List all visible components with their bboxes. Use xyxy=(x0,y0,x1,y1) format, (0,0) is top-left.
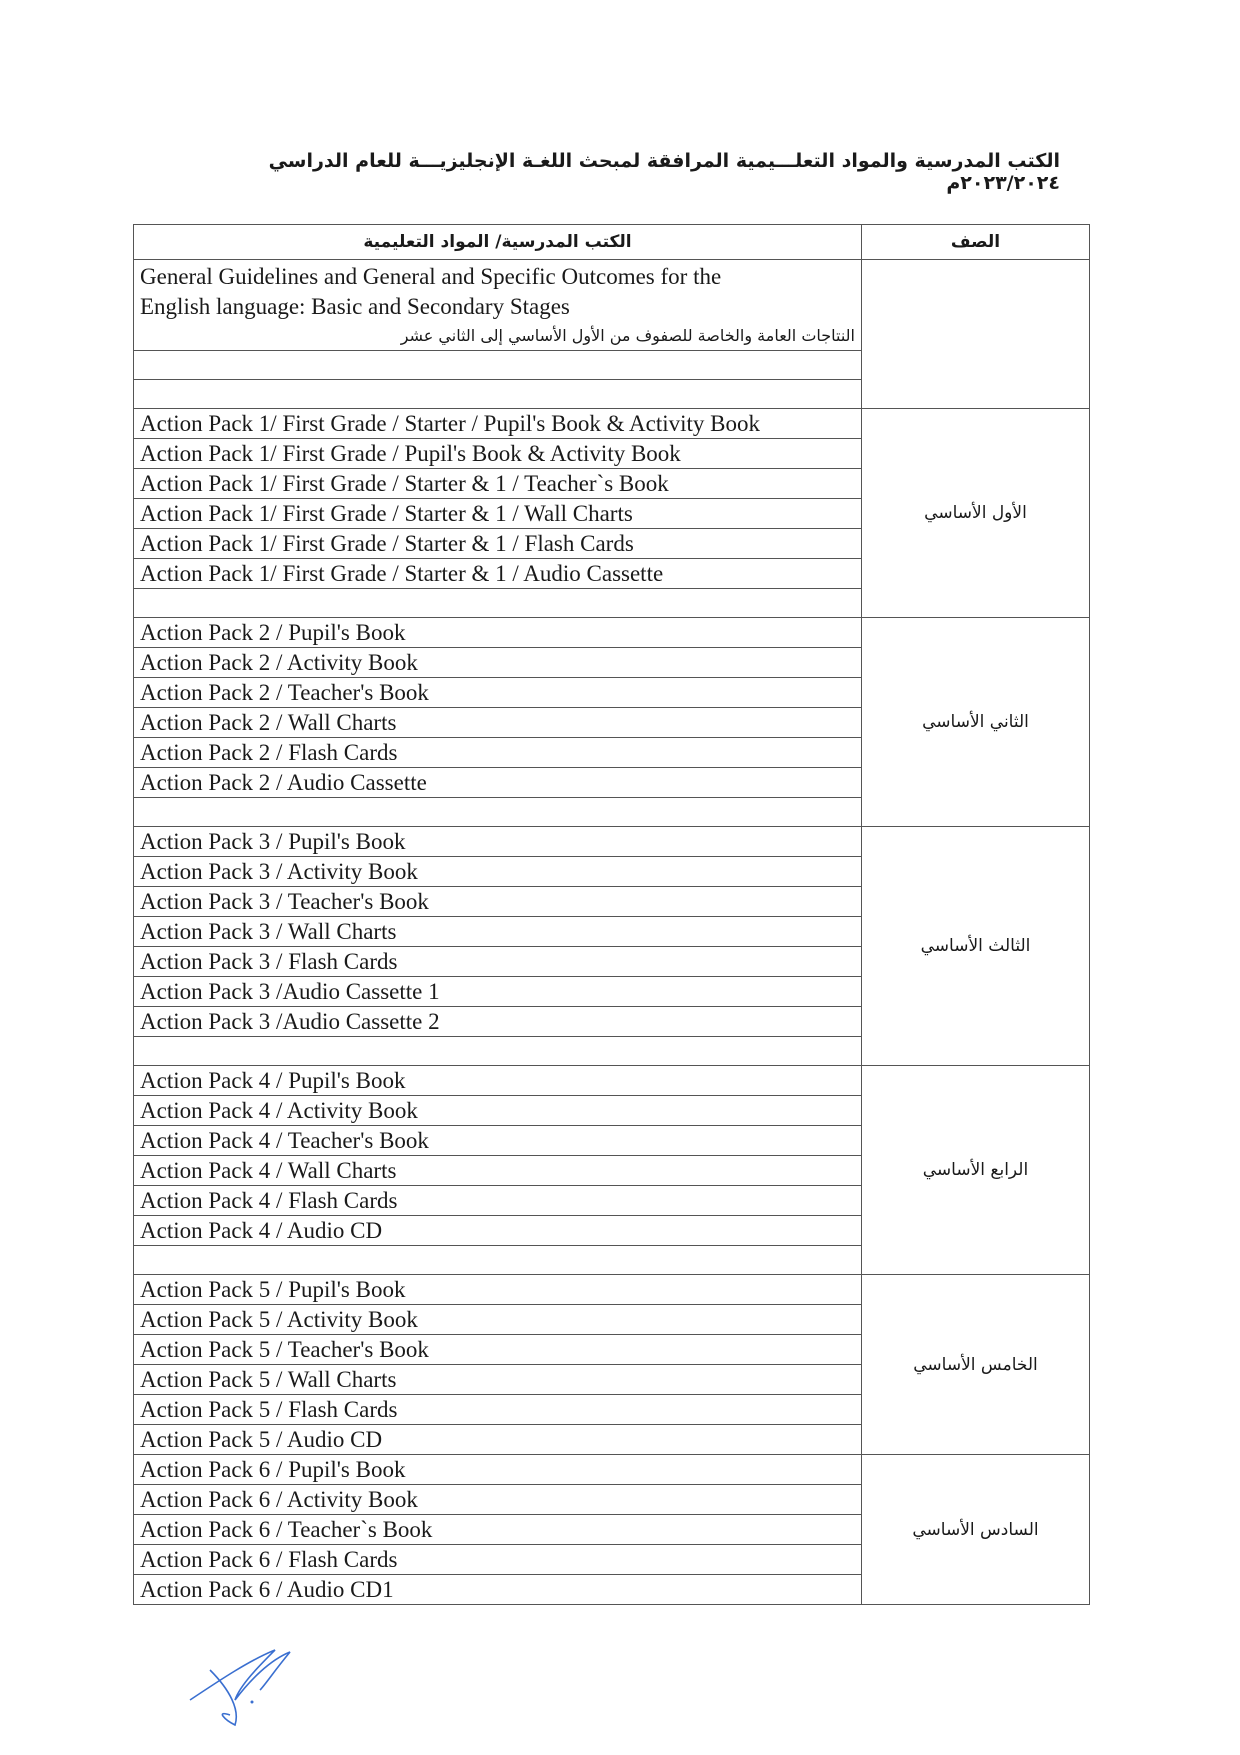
general-line-2: English language: Basic and Secondary Stages xyxy=(140,294,570,319)
empty-cell xyxy=(134,1037,862,1066)
material-item: Action Pack 1/ First Grade / Starter & 1 / Audio Cassette xyxy=(134,559,862,589)
material-item: Action Pack 3 /Audio Cassette 2 xyxy=(134,1007,862,1037)
material-item: Action Pack 4 / Pupil's Book xyxy=(134,1066,862,1096)
material-item: Action Pack 3 / Activity Book xyxy=(134,857,862,887)
general-row xyxy=(134,260,1090,351)
grade-header: الصف xyxy=(862,225,1090,260)
table-row xyxy=(134,827,1090,857)
material-item: Action Pack 5 / Activity Book xyxy=(134,1305,862,1335)
material-item: Action Pack 4 / Flash Cards xyxy=(134,1186,862,1216)
grade-cell: الثالث الأساسي xyxy=(862,827,1090,1066)
document-title: الكتب المدرسية والمواد التعلـــيمية المرافقة لمبحث اللغـة الإنجليزيـــة للعام الدراسي ٢٠٢٣/٢٠٢٤م xyxy=(268,150,1060,194)
material-item: Action Pack 5 / Flash Cards xyxy=(134,1395,862,1425)
material-item: Action Pack 2 / Flash Cards xyxy=(134,738,862,768)
material-item: Action Pack 3 / Wall Charts xyxy=(134,917,862,947)
grade-cell: الأول الأساسي xyxy=(862,409,1090,618)
header-row xyxy=(134,225,1090,260)
table-row xyxy=(134,1455,1090,1485)
empty-cell xyxy=(134,1246,862,1275)
table-body xyxy=(134,260,1090,1605)
general-guidelines-cell xyxy=(134,260,862,351)
material-item: Action Pack 6 / Activity Book xyxy=(134,1485,862,1515)
material-item: Action Pack 5 / Teacher's Book xyxy=(134,1335,862,1365)
materials-header: الكتب المدرسية/ المواد التعليمية xyxy=(134,225,862,260)
material-item: Action Pack 1/ First Grade / Starter & 1 / Flash Cards xyxy=(134,529,862,559)
material-item: Action Pack 4 / Activity Book xyxy=(134,1096,862,1126)
material-item: Action Pack 3 / Pupil's Book xyxy=(134,827,862,857)
material-item: Action Pack 3 /Audio Cassette 1 xyxy=(134,977,862,1007)
material-item: Action Pack 4 / Wall Charts xyxy=(134,1156,862,1186)
material-item: Action Pack 6 / Audio CD1 xyxy=(134,1575,862,1605)
material-item: Action Pack 1/ First Grade / Pupil's Book & Activity Book xyxy=(134,439,862,469)
material-item: Action Pack 5 / Wall Charts xyxy=(134,1365,862,1395)
material-item: Action Pack 4 / Teacher's Book xyxy=(134,1126,862,1156)
grade-cell: الثاني الأساسي xyxy=(862,618,1090,827)
table-row xyxy=(134,618,1090,648)
material-item: Action Pack 6 / Teacher`s Book xyxy=(134,1515,862,1545)
empty-cell xyxy=(134,380,862,409)
table-row xyxy=(134,409,1090,439)
signature xyxy=(180,1640,310,1730)
material-item: Action Pack 1/ First Grade / Starter / Pupil's Book & Activity Book xyxy=(134,409,862,439)
empty-cell xyxy=(134,589,862,618)
material-item: Action Pack 2 / Activity Book xyxy=(134,648,862,678)
material-item: Action Pack 2 / Audio Cassette xyxy=(134,768,862,798)
material-item: Action Pack 2 / Wall Charts xyxy=(134,708,862,738)
empty-cell xyxy=(134,798,862,827)
general-grade-cell xyxy=(862,260,1090,409)
material-item: Action Pack 2 / Pupil's Book xyxy=(134,618,862,648)
table-row xyxy=(134,1275,1090,1305)
general-arabic: النتاجات العامة والخاصة للصفوف من الأول الأساسي إلى الثاني عشر xyxy=(400,326,855,345)
grade-cell: السادس الأساسي xyxy=(862,1455,1090,1605)
empty-cell xyxy=(134,351,862,380)
material-item: Action Pack 5 / Pupil's Book xyxy=(134,1275,862,1305)
material-item: Action Pack 3 / Teacher's Book xyxy=(134,887,862,917)
material-item: Action Pack 1/ First Grade / Starter & 1 / Teacher`s Book xyxy=(134,469,862,499)
material-item: Action Pack 6 / Pupil's Book xyxy=(134,1455,862,1485)
grade-cell: الخامس الأساسي xyxy=(862,1275,1090,1455)
material-item: Action Pack 6 / Flash Cards xyxy=(134,1545,862,1575)
material-item: Action Pack 2 / Teacher's Book xyxy=(134,678,862,708)
materials-table xyxy=(133,224,1090,1605)
material-item: Action Pack 3 / Flash Cards xyxy=(134,947,862,977)
material-item: Action Pack 4 / Audio CD xyxy=(134,1216,862,1246)
general-line-1: General Guidelines and General and Specific Outcomes for the xyxy=(140,264,722,289)
material-item: Action Pack 5 / Audio CD xyxy=(134,1425,862,1455)
grade-cell: الرابع الأساسي xyxy=(862,1066,1090,1275)
material-item: Action Pack 1/ First Grade / Starter & 1 / Wall Charts xyxy=(134,499,862,529)
table-row xyxy=(134,1066,1090,1096)
